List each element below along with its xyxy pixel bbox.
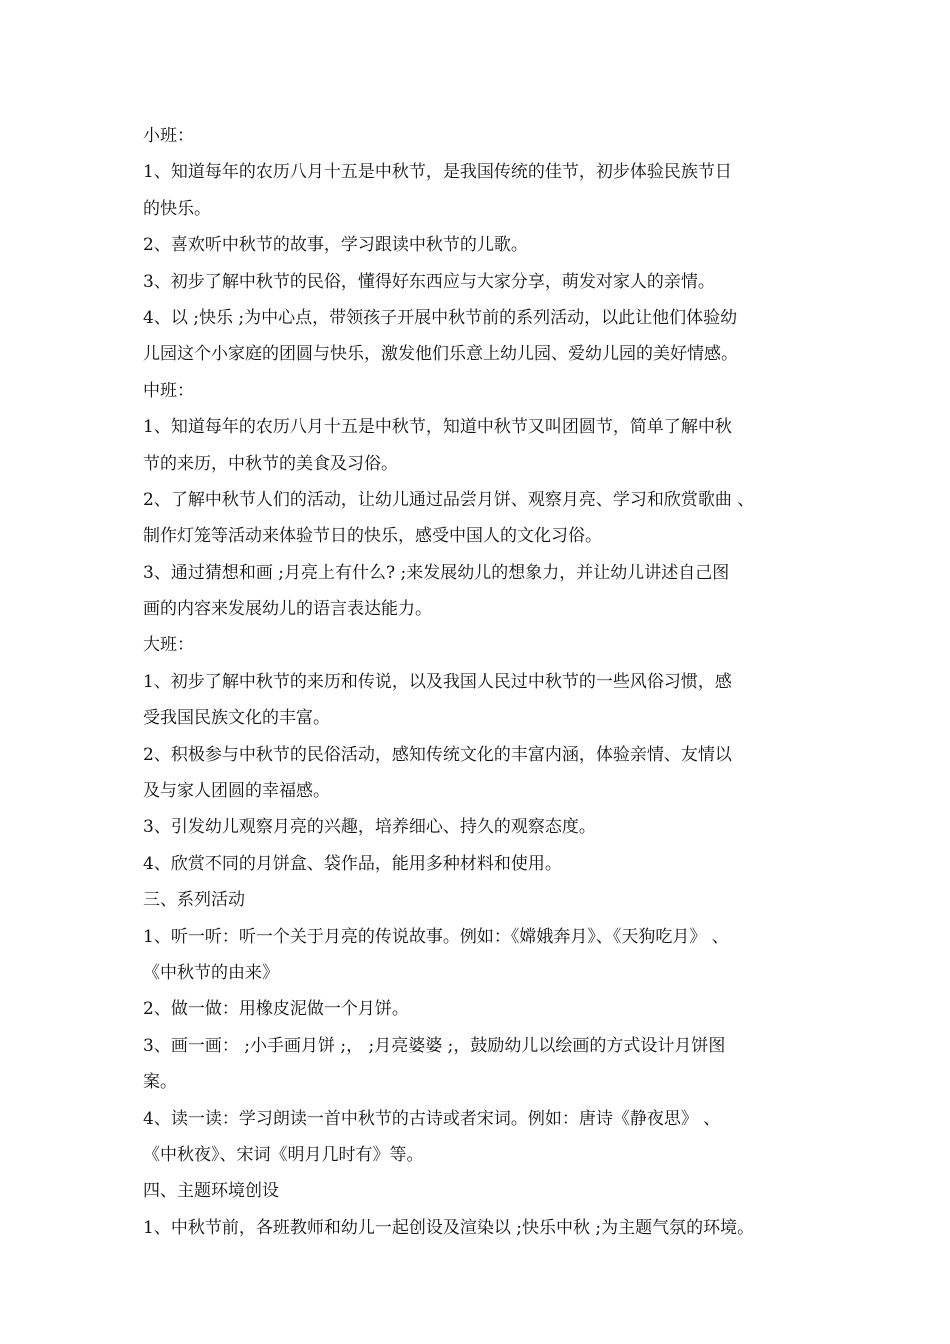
paragraph-line: 儿园这个小家庭的团圆与快乐，激发他们乐意上幼儿园、爱幼儿园的美好情感。 [143,344,738,365]
paragraph-line: 3、引发幼儿观察月亮的兴趣，培养细心、持久的观察态度。 [143,817,596,838]
paragraph-line: 受我国民族文化的丰富。 [143,708,330,729]
paragraph-line: 的快乐。 [143,198,211,219]
section-heading-large-class: 大班： [143,635,194,656]
paragraph-line: 3、通过猜想和画 ;月亮上有什么? ;来发展幼儿的想象力，并让幼儿讲述自己图 [143,562,730,583]
paragraph-line: 《中秋夜》、宋词《明月几时有》等。 [143,1144,424,1165]
paragraph-line: 1、知道每年的农历八月十五是中秋节，知道中秋节又叫团圆节，简单了解中秋 [143,417,732,438]
paragraph-line: 及与家人团圆的幸福感。 [143,781,330,802]
paragraph-line: 1、知道每年的农历八月十五是中秋节，是我国传统的佳节，初步体验民族节日 [143,162,732,183]
paragraph-line: 1、听一听：听一个关于月亮的传说故事。例如：《嫦娥奔月》、《天狗吃月》 、 [143,926,729,947]
section-heading-environment: 四、主题环境创设 [143,1181,279,1202]
paragraph-line: 1、中秋节前，各班教师和幼儿一起创设及渲染以 ;快乐中秋 ;为主题气氛的环境。 [143,1217,755,1238]
paragraph-line: 1、初步了解中秋节的来历和传说，以及我国人民过中秋节的一些风俗习惯，感 [143,671,732,692]
paragraph-line: 制作灯笼等活动来体验节日的快乐，感受中国人的文化习俗。 [143,526,602,547]
document-body [143,118,833,1246]
paragraph-line: 3、画一画： ;小手画月饼 ;， ;月亮婆婆 ;，鼓励幼儿以绘画的方式设计月饼图 [143,1035,726,1056]
section-heading-activities: 三、系列活动 [143,890,245,911]
paragraph-line: 2、积极参与中秋节的民俗活动，感知传统文化的丰富内涵，体验亲情、友情以 [143,744,732,765]
paragraph-line: 画的内容来发展幼儿的语言表达能力。 [143,599,432,620]
paragraph-line: 4、读一读：学习朗读一首中秋节的古诗或者宋词。例如：唐诗《静夜思》 、 [143,1108,721,1129]
paragraph-line: 4、以 ;快乐 ;为中心点，带领孩子开展中秋节前的系列活动，以此让他们体验幼 [143,307,738,328]
section-heading-small-class: 小班： [143,126,194,146]
paragraph-line: 案。 [143,1072,177,1093]
section-heading-middle-class: 中班： [143,380,194,401]
paragraph-line: 《中秋节的由来》 [143,962,279,983]
paragraph-line: 2、做一做：用橡皮泥做一个月饼。 [143,999,409,1020]
paragraph-line: 4、欣赏不同的月饼盒、袋作品，能用多种材料和使用。 [143,853,562,874]
paragraph-line: 2、喜欢听中秋节的故事，学习跟读中秋节的儿歌。 [143,235,528,256]
paragraph-line: 3、初步了解中秋节的民俗，懂得好东西应与大家分享，萌发对家人的亲情。 [143,271,715,292]
paragraph-line: 节的来历，中秋节的美食及习俗。 [143,453,398,474]
paragraph-line: 2、了解中秋节人们的活动，让幼儿通过品尝月饼、观察月亮、学习和欣赏歌曲 、 [143,489,755,510]
